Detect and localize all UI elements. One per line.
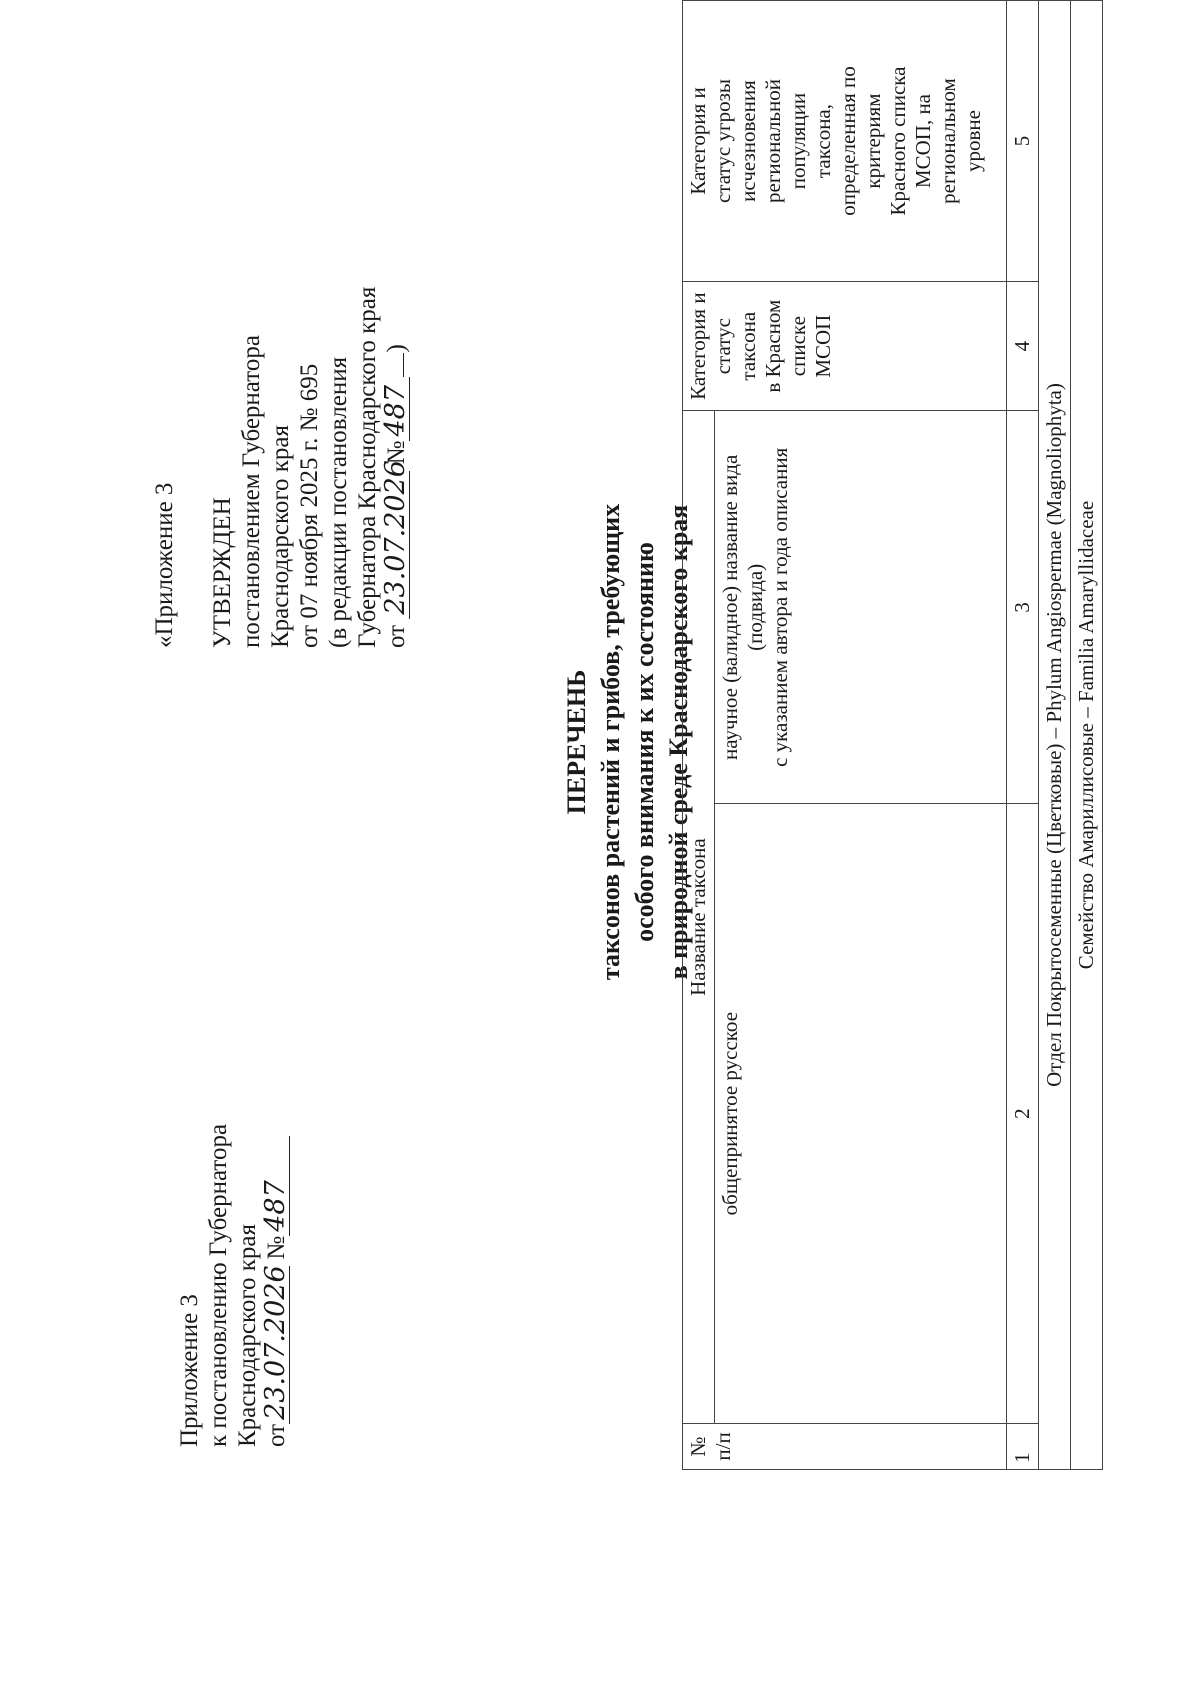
document-title: [560, 352, 696, 1132]
header-text: уровне: [961, 110, 985, 173]
revision-note: (в редакции постановления: [325, 356, 352, 648]
handwritten-date: 23.07.2026: [383, 471, 410, 619]
number-prefix: №: [263, 1235, 290, 1260]
column-number: 3: [1007, 411, 1039, 804]
header-text: №: [686, 1436, 710, 1457]
underline-fill: [383, 353, 404, 377]
spacer: [179, 287, 208, 648]
region-name: Краснодарского края: [267, 425, 294, 648]
header-text: исчезновения: [736, 80, 760, 202]
taxa-table: [682, 0, 1103, 1470]
header-text: МСОП, на: [911, 93, 935, 189]
decree-reference: постановлением Губернатора: [238, 335, 265, 648]
closing-paren: ): [383, 344, 410, 353]
title-line: таксонов растений и грибов, требующих: [596, 503, 625, 981]
handwritten-number: 487: [383, 377, 410, 441]
column-number: 1: [1007, 1423, 1039, 1469]
column-number-row: [1007, 1, 1039, 1470]
section-row: [1071, 1, 1103, 1470]
number-prefix: №: [383, 440, 410, 465]
date-number-line: [262, 1124, 291, 1447]
column-number: 4: [1007, 282, 1039, 411]
header-text: Категория и: [686, 87, 710, 195]
handwritten-number: 487: [263, 1136, 290, 1236]
decree-reference: к постановлению Губернатора: [205, 1123, 232, 1447]
header-text: популяции: [786, 92, 810, 190]
header-text: таксона,: [811, 103, 835, 179]
header-text: п/п: [711, 1432, 735, 1461]
date-prefix: от: [263, 1423, 290, 1447]
approved-label: УТВЕРЖДЕН: [209, 497, 236, 648]
header-number: [683, 1423, 1007, 1469]
approval-stamp-left: [175, 1124, 291, 1447]
header-text: региональной: [761, 79, 785, 203]
appendix-label: «Приложение 3: [151, 482, 178, 648]
column-number: 2: [1007, 804, 1039, 1424]
header-text: списке МСОП: [786, 314, 835, 378]
header-row: [683, 1, 715, 1470]
header-text: с указанием автора и года описания: [768, 447, 792, 767]
header-russian-name: общепринятое русское: [715, 804, 1007, 1424]
date-number-line: [382, 287, 411, 648]
header-regional-category: [683, 1, 1007, 282]
header-text: статус таксона: [711, 311, 760, 381]
date-prefix: от: [383, 624, 410, 648]
header-text: статус угрозы: [711, 79, 735, 204]
header-text: Категория и: [686, 292, 710, 400]
header-text: Красного списка: [886, 66, 910, 216]
section-row: [1039, 1, 1071, 1470]
region-name: Краснодарского края: [234, 1224, 261, 1447]
section-division: Отдел Покрытосеменные (Цветковые) – Phylum Angiospermae (Magnoliophyta): [1039, 1, 1071, 1470]
header-iucn-category: [683, 282, 1007, 411]
header-text: критериям: [861, 93, 885, 189]
appendix-label: Приложение 3: [176, 1294, 203, 1447]
title-heading: ПЕРЕЧЕНЬ: [562, 669, 591, 815]
title-line: особого внимания к их состоянию: [630, 542, 659, 942]
revision-authority: Губернатора Краснодарского края: [354, 286, 381, 648]
handwritten-date: 23.07.2026: [263, 1266, 290, 1424]
approval-stamp-right: [150, 287, 411, 648]
header-text: определенная по: [836, 66, 860, 216]
original-decree-date: от 07 ноября 2025 г. № 695: [296, 363, 323, 648]
header-text: региональном: [936, 78, 960, 204]
section-family: Семейство Амариллисовые – Familia Amaryllidaceae: [1071, 1, 1103, 1470]
header-text: научное (валидное) название вида (подвида): [718, 454, 767, 760]
header-scientific-name: [715, 411, 1007, 804]
header-taxon-name: Название таксона: [683, 411, 715, 1424]
column-number: 5: [1007, 1, 1039, 282]
title-line: в природной среде Краснодарского края: [664, 504, 693, 980]
header-text: в Красном: [761, 299, 785, 393]
